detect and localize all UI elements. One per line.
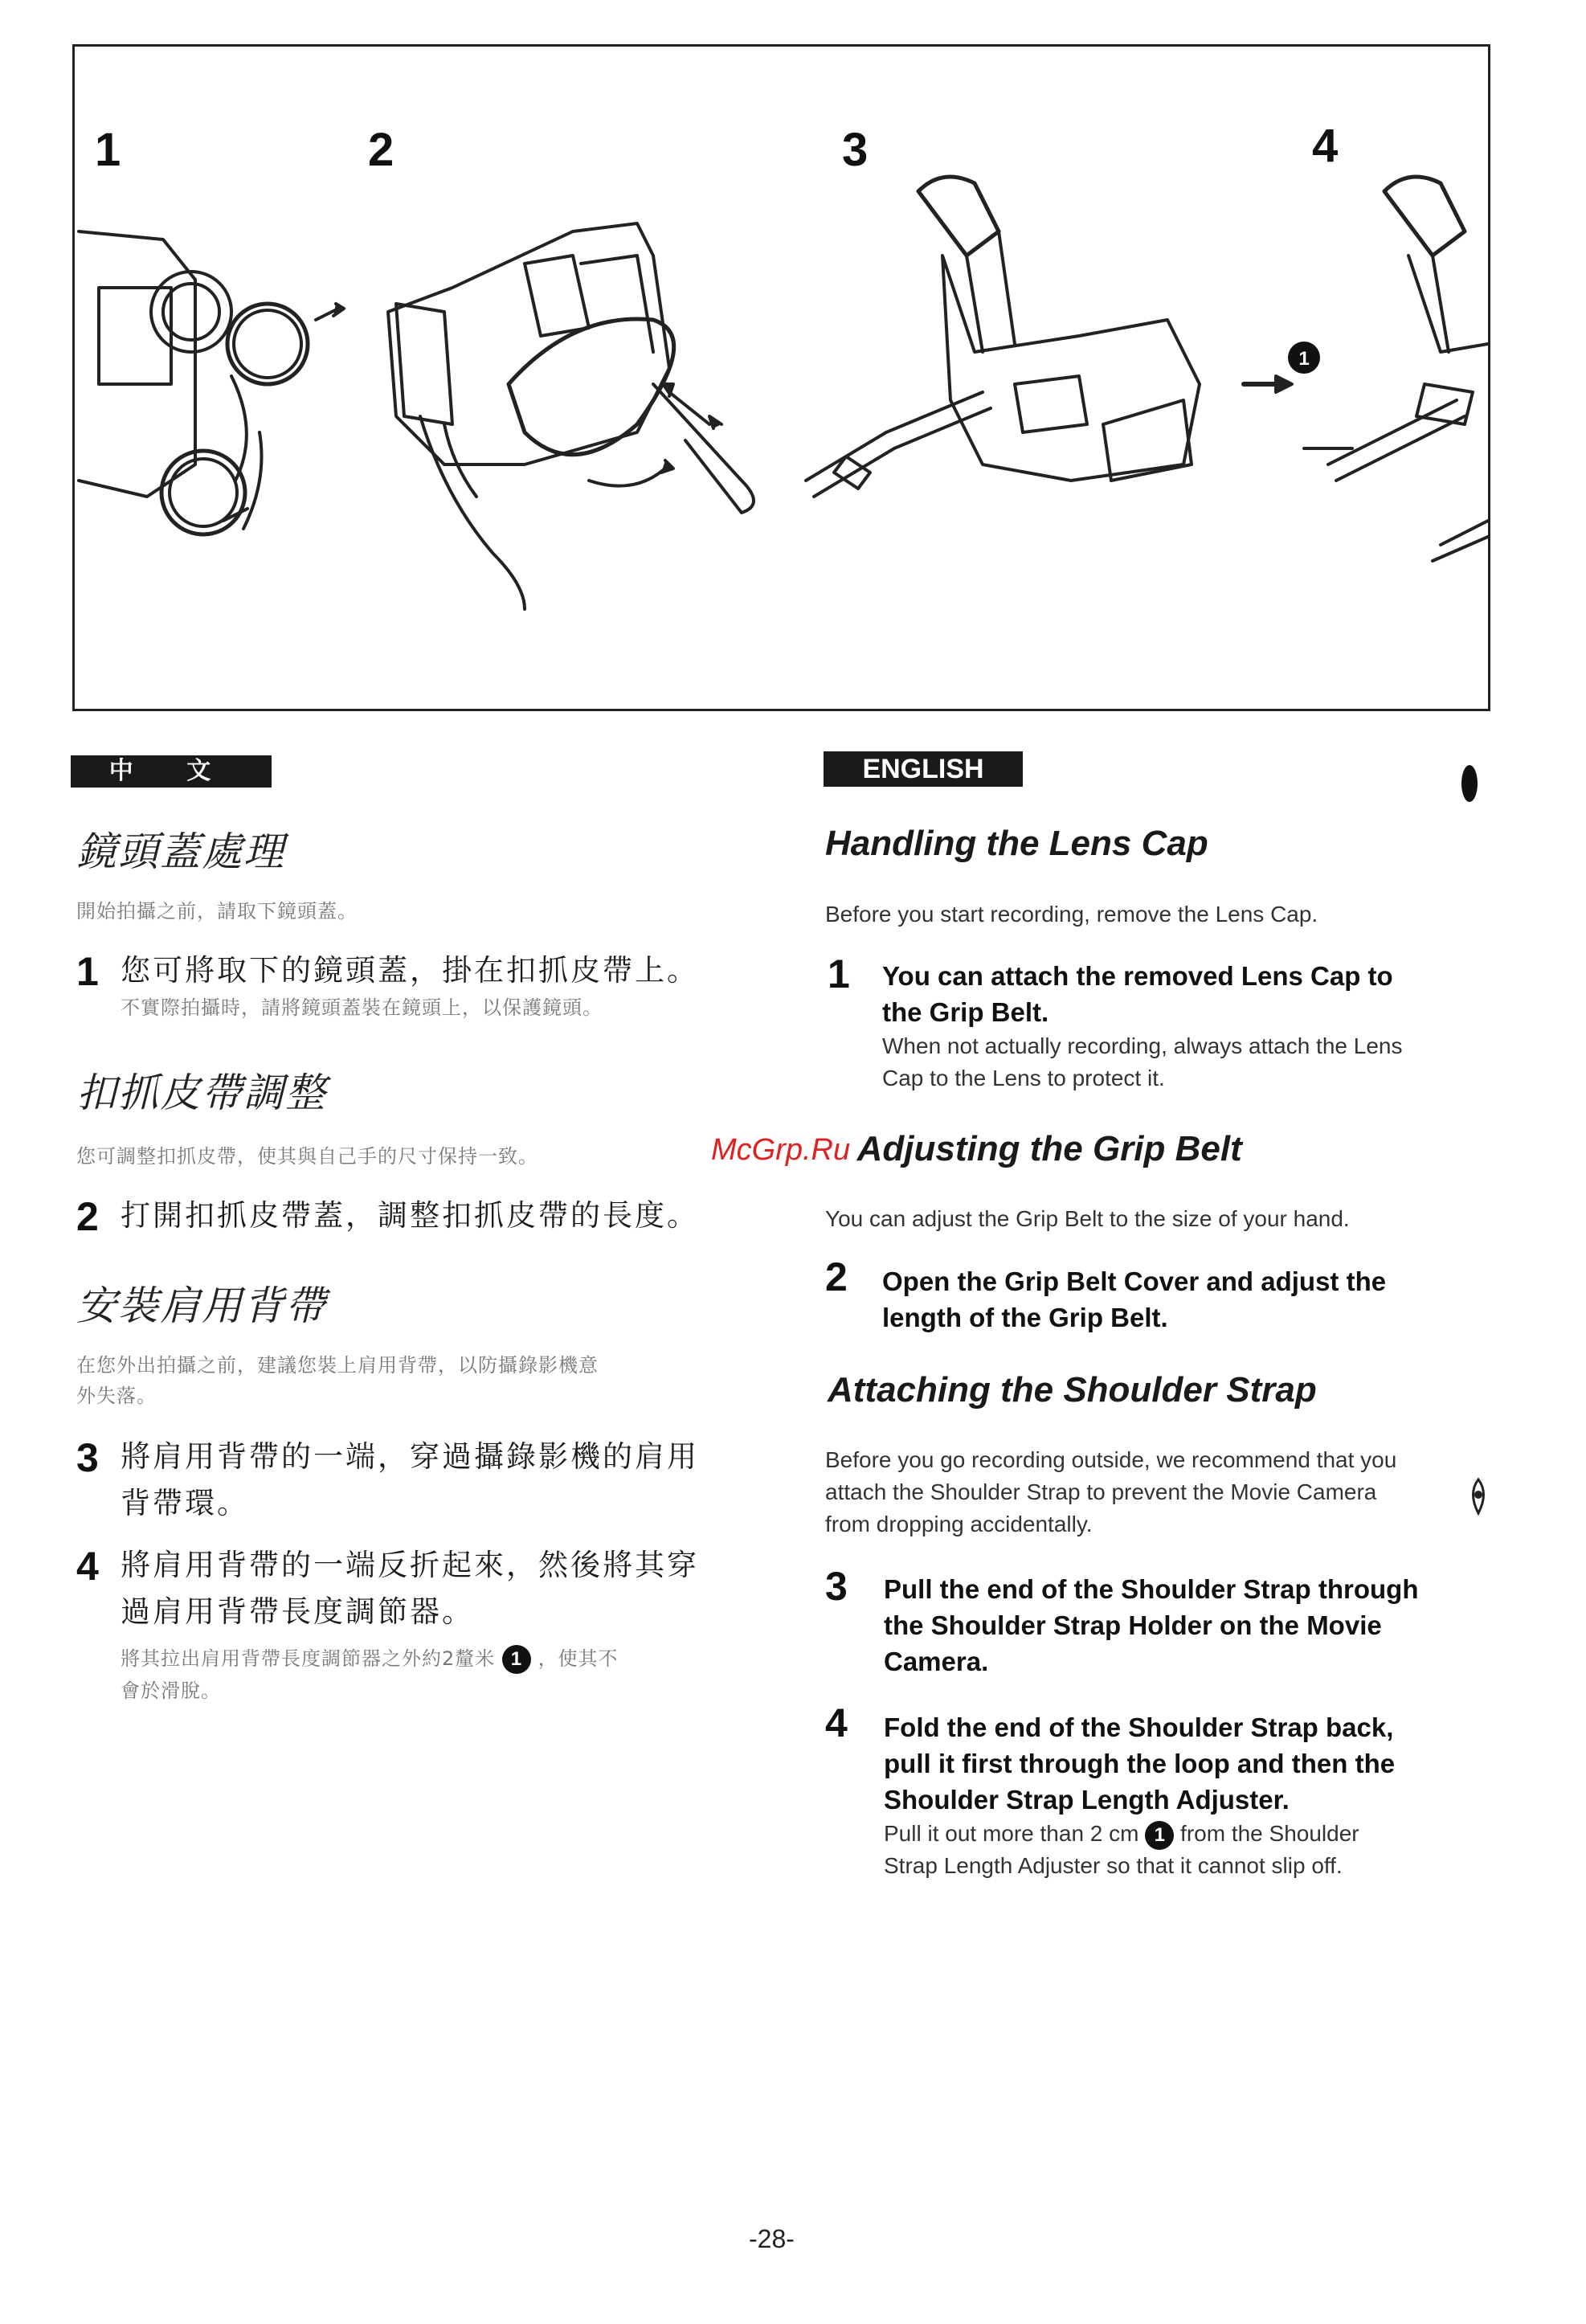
en-step-4-line2: pull it first through the loop and then the <box>884 1749 1396 1778</box>
illustration-figure <box>72 44 1490 711</box>
en-step-4-note-line1 <box>884 1818 1359 1850</box>
zh-step-4-note-a: 將其拉出肩用背帶長度調節器之外約2釐米 <box>121 1647 496 1670</box>
en-step-3-line2: the Shoulder Strap Holder on the Movie <box>884 1610 1382 1640</box>
en-lens-cap-title: Handling the Lens Cap <box>825 824 1208 863</box>
zh-step-3-number: 3 <box>76 1435 99 1480</box>
zh-step-4-note-b: ，使其不 <box>538 1647 619 1670</box>
camcorder-illustrations <box>75 47 1488 709</box>
en-step-4-line1: Fold the end of the Shoulder Strap back, <box>884 1712 1394 1742</box>
grip-belt-illustration <box>388 223 754 609</box>
en-step-2-line2: length of the Grip Belt. <box>882 1303 1168 1332</box>
zh-shoulder-strap-title: 安裝肩用背帶 <box>76 1283 327 1329</box>
en-step-1-line1: You can attach the removed Lens Cap to <box>882 961 1393 991</box>
zh-lens-cap-intro: 開始拍攝之前，請取下鏡頭蓋。 <box>76 900 358 923</box>
svg-text:1: 1 <box>1298 348 1310 370</box>
en-step-3-line1: Pull the end of the Shoulder Strap through <box>884 1574 1419 1604</box>
zh-step-4-number: 4 <box>76 1544 99 1589</box>
zh-step-1-number: 1 <box>76 949 99 994</box>
en-step-3-number: 3 <box>825 1564 848 1609</box>
english-section-badge: ENGLISH <box>824 751 1023 787</box>
page-number: -28- <box>749 2224 795 2253</box>
figure-step-label-3: 3 <box>842 124 869 176</box>
shoulder-strap-holder-illustration <box>806 177 1200 497</box>
en-step-4-line3: Shoulder Strap Length Adjuster. <box>884 1785 1290 1815</box>
lens-cap-illustration <box>79 231 344 534</box>
zh-step-4-note-line2: 會於滑脫。 <box>121 1680 221 1702</box>
en-step-1-number: 1 <box>828 951 850 996</box>
zh-step-1-note: 不實際拍攝時，請將鏡頭蓋裝在鏡頭上，以保護鏡頭。 <box>121 996 603 1019</box>
watermark-text: McGrp.Ru <box>711 1133 851 1167</box>
zh-shoulder-intro-line2: 外失落。 <box>76 1385 157 1407</box>
en-grip-belt-title-text: Adjusting the Grip Belt <box>856 1129 1242 1168</box>
figure-step-label-4: 4 <box>1312 120 1339 172</box>
chinese-section-badge: 中 文 <box>71 755 272 788</box>
en-grip-belt-intro: You can adjust the Grip Belt to the size of your hand. <box>825 1206 1350 1231</box>
zh-step-3-line1: 將肩用背帶的一端，穿過攝錄影機的肩用 <box>121 1439 699 1474</box>
figure-step-label-1: 1 <box>95 124 121 176</box>
zh-step-1-text: 您可將取下的鏡頭蓋，掛在扣抓皮帶上。 <box>121 953 699 988</box>
en-shoulder-strap-title: Attaching the Shoulder Strap <box>828 1370 1317 1410</box>
bullet-mark-icon <box>1461 763 1478 804</box>
callout-circle-icon: 1 <box>1145 1821 1174 1850</box>
zh-grip-belt-intro: 您可調整扣抓皮帶，使其與自己手的尺寸保持一致。 <box>76 1145 538 1168</box>
en-step-1-note-line2: Cap to the Lens to protect it. <box>882 1066 1165 1090</box>
zh-step-2-text: 打開扣抓皮帶蓋，調整扣抓皮帶的長度。 <box>121 1198 699 1233</box>
callout-circle-1 <box>1288 342 1320 374</box>
en-step-1-line2: the Grip Belt. <box>882 997 1049 1027</box>
en-step-2-line1: Open the Grip Belt Cover and adjust the <box>882 1266 1387 1296</box>
en-step-2-number: 2 <box>825 1254 848 1299</box>
zh-grip-belt-title: 扣抓皮帶調整 <box>76 1070 327 1116</box>
zh-step-4-line2: 過肩用背帶長度調節器。 <box>121 1594 474 1629</box>
en-step-4-note-a: Pull it out more than 2 cm <box>884 1821 1139 1846</box>
zh-step-4-line1: 將肩用背帶的一端反折起來，然後將其穿 <box>121 1548 699 1582</box>
en-step-4-number: 4 <box>825 1700 848 1745</box>
en-step-1-note-line1: When not actually recording, always attach the Lens <box>882 1033 1403 1058</box>
ornament-icon <box>1466 1477 1490 1516</box>
zh-lens-cap-title: 鏡頭蓋處理 <box>76 829 285 875</box>
figure-step-label-2: 2 <box>368 124 394 176</box>
en-lens-cap-intro: Before you start recording, remove the Lens Cap. <box>825 902 1318 927</box>
en-shoulder-intro-line3: from dropping accidentally. <box>825 1512 1093 1536</box>
zh-shoulder-intro-line1: 在您外出拍攝之前，建議您裝上肩用背帶，以防攝錄影機意 <box>76 1354 599 1377</box>
callout-circle-icon: 1 <box>502 1645 531 1674</box>
strap-length-adjuster-illustration <box>1304 177 1488 561</box>
en-shoulder-intro-line1: Before you go recording outside, we recommend that you <box>825 1447 1397 1472</box>
en-step-3-line3: Camera. <box>884 1647 989 1676</box>
en-step-4-note-line2: Strap Length Adjuster so that it cannot slip off. <box>884 1853 1343 1878</box>
en-shoulder-intro-line2: attach the Shoulder Strap to prevent the Movie Camera <box>825 1479 1377 1504</box>
en-grip-belt-title <box>828 1129 1242 1169</box>
en-step-4-note-b: from the Shoulder <box>1180 1821 1359 1846</box>
zh-step-3-line2: 背帶環。 <box>121 1486 249 1520</box>
zh-step-2-number: 2 <box>76 1194 99 1239</box>
zh-step-4-note-line1 <box>121 1643 619 1674</box>
